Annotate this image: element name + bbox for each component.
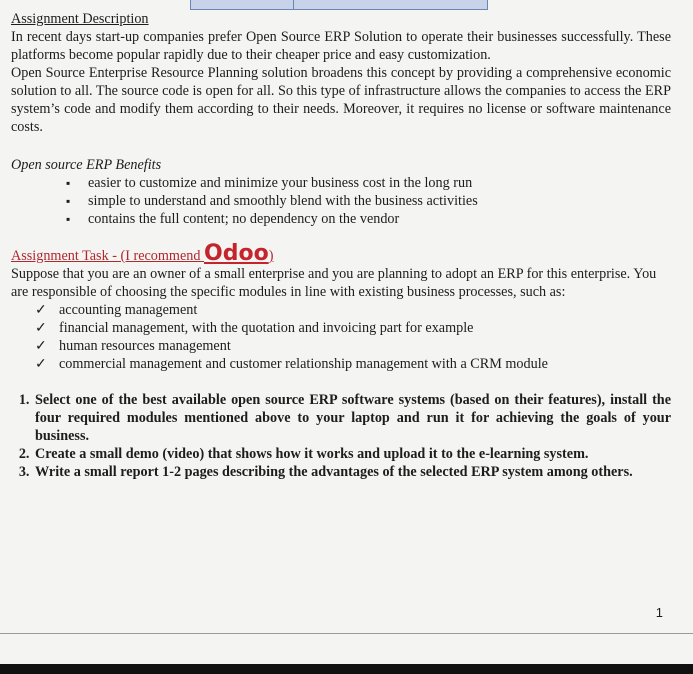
list-item: ▪ contains the full content; no dependency on the vendor [66, 211, 400, 227]
modules-list [11, 301, 671, 373]
checkmark-icon: ✓ [35, 356, 47, 372]
bullet-icon: ▪ [66, 176, 71, 190]
odoo-logo: Odoo [204, 241, 269, 266]
list-item: 1. Select one of the best available open source ERP software systems (based on their features), install the four required modules mentioned above to your laptop and run it for achieving the goals of your business. [33, 391, 671, 445]
task-heading: Assignment Task - (I recommend Odoo) [11, 241, 274, 266]
bullet-icon: ▪ [66, 194, 71, 208]
document-page [11, 10, 671, 481]
checkmark-icon: ✓ [35, 338, 47, 354]
list-item: ✓ human resources management [35, 338, 231, 354]
page-number: 1 [655, 605, 663, 620]
list-item: ▪ simple to understand and smoothly blend with the business activities [66, 193, 478, 209]
list-item: ✓ accounting management [35, 302, 198, 318]
task-intro: Suppose that you are an owner of a small enterprise and you are planning to adopt an ERP for this enterprise. You are responsible of choosing the specific modules in line with existing business processes, such as: [11, 266, 657, 300]
list-item: 3. Write a small report 1-2 pages describing the advantages of the selected ERP system among others. [33, 463, 671, 481]
description-paragraph-2: Open Source Enterprise Resource Planning solution broadens this concept by providing a comprehensive economic solution to all. The source code is open for all. So this type of infrastructure allows the companies to access the ERP system’s code and modify them according to their needs. Moreover, it requires no license or software maintenance costs. [11, 65, 671, 135]
bullet-icon: ▪ [66, 212, 71, 226]
bottom-bar [0, 664, 693, 674]
checkmark-icon: ✓ [35, 320, 47, 336]
description-paragraph-1: In recent days start-up companies prefer Open Source ERP Solution to operate their businesses successfully. These platforms become popular rapidly due to their cheaper price and easy customization. [11, 29, 671, 63]
checkmark-icon: ✓ [35, 302, 47, 318]
list-item: ✓ commercial management and customer relationship management with a CRM module [35, 356, 548, 372]
list-item: ✓ financial management, with the quotation and invoicing part for example [35, 320, 474, 336]
benefits-title: Open source ERP Benefits [11, 157, 162, 173]
table-edge [190, 0, 488, 10]
benefits-list [11, 174, 671, 228]
description-heading: Assignment Description [11, 11, 149, 27]
divider [0, 633, 693, 634]
task-steps [11, 391, 671, 481]
list-item: 2. Create a small demo (video) that shows how it works and upload it to the e-learning system. [33, 445, 671, 463]
list-item: ▪ easier to customize and minimize your business cost in the long run [66, 175, 473, 191]
